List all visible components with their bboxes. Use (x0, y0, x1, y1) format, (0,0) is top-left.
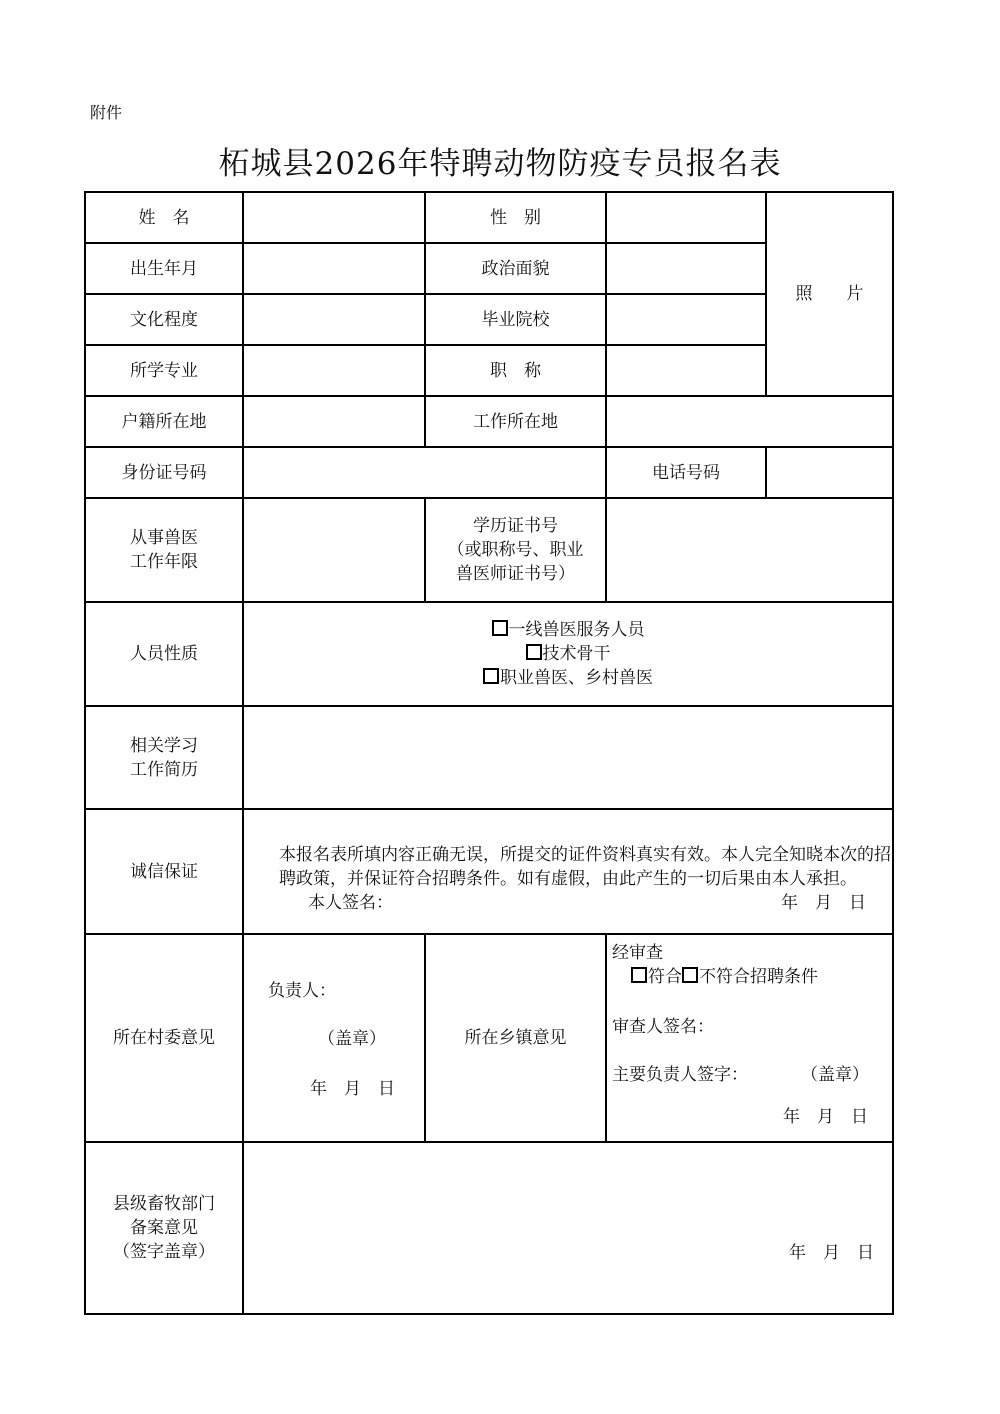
input-political[interactable] (606, 243, 766, 294)
label-county-line3: （签字盖章） (113, 1242, 215, 1262)
input-education[interactable] (243, 294, 425, 345)
label-integrity: 诚信保证 (85, 809, 243, 934)
principal-signature: 主要负责人签字： (612, 1065, 748, 1085)
label-history (85, 706, 243, 809)
village-seal: （盖章） (318, 1029, 386, 1049)
label-county (85, 1142, 243, 1314)
personnel-options (243, 602, 893, 706)
input-phone[interactable] (766, 447, 893, 498)
registration-form (84, 191, 894, 1315)
label-vet-years (85, 498, 243, 602)
reviewer-signature: 审查人签名： (612, 1017, 714, 1037)
input-birth[interactable] (243, 243, 425, 294)
label-phone: 电话号码 (606, 447, 766, 498)
checkbox-frontline[interactable] (492, 620, 508, 636)
review-seal: （盖章） (801, 1065, 869, 1085)
township-review[interactable] (606, 934, 893, 1142)
attachment-label: 附件 (90, 103, 123, 122)
pledge-signature-label: 本人签名： (308, 892, 393, 913)
label-birth: 出生年月 (85, 243, 243, 294)
county-date: 年 月 日 (789, 1243, 874, 1263)
label-major: 所学专业 (85, 345, 243, 396)
pledge-date: 年 月 日 (781, 892, 866, 913)
village-opinion[interactable] (243, 934, 425, 1142)
label-county-line1: 县级畜牧部门 (113, 1194, 215, 1214)
input-id-number[interactable] (243, 447, 606, 498)
review-qualified-label: 符合 (648, 967, 682, 987)
photo-cell[interactable] (766, 192, 893, 396)
input-history[interactable] (243, 706, 893, 809)
county-opinion[interactable] (243, 1142, 893, 1314)
input-certificate[interactable] (606, 498, 893, 602)
review-unqualified-label: 不符合招聘条件 (699, 967, 818, 987)
option-technical[interactable] (244, 642, 892, 666)
input-major[interactable] (243, 345, 425, 396)
input-title[interactable] (606, 345, 766, 396)
label-workplace: 工作所在地 (425, 396, 606, 447)
label-county-line2: 备案意见 (130, 1218, 198, 1238)
input-gender[interactable] (606, 192, 766, 243)
label-photo: 照 片 (795, 284, 864, 304)
label-vet-years-line1: 从事兽医 (130, 528, 198, 548)
option-vet[interactable] (244, 666, 892, 690)
input-school[interactable] (606, 294, 766, 345)
label-political: 政治面貌 (425, 243, 606, 294)
input-workplace[interactable] (606, 396, 893, 447)
label-village: 所在村委意见 (85, 934, 243, 1142)
label-name: 姓 名 (85, 192, 243, 243)
label-household: 户籍所在地 (85, 396, 243, 447)
review-date: 年 月 日 (783, 1107, 868, 1127)
input-vet-years[interactable] (243, 498, 425, 602)
label-gender: 性 别 (425, 192, 606, 243)
pledge-text: 本报名表所填内容正确无误，所提交的证件资料真实有效。本人完全知晓本次的招聘政策，并保证符合招聘条件。如有虚假，由此产生的一切后果由本人承担。 (279, 844, 891, 889)
label-personnel-type: 人员性质 (85, 602, 243, 706)
label-school: 毕业院校 (425, 294, 606, 345)
review-options (631, 965, 818, 989)
checkbox-qualified[interactable] (631, 967, 647, 983)
checkbox-vet[interactable] (483, 668, 499, 684)
label-title: 职 称 (425, 345, 606, 396)
label-township: 所在乡镇意见 (425, 934, 606, 1142)
option-technical-label: 技术骨干 (542, 644, 611, 664)
integrity-pledge (243, 809, 893, 934)
checkbox-technical[interactable] (526, 644, 542, 660)
label-education: 文化程度 (85, 294, 243, 345)
label-history-line2: 工作简历 (130, 759, 198, 780)
form-title: 柘城县2026年特聘动物防疫专员报名表 (218, 146, 782, 182)
label-history-line1: 相关学习 (130, 735, 198, 756)
checkbox-unqualified[interactable] (682, 967, 698, 983)
label-certificate-line1: 学历证书号 (473, 516, 558, 536)
village-responsible: 负责人： (268, 981, 336, 1001)
input-name[interactable] (243, 192, 425, 243)
label-id-number: 身份证号码 (85, 447, 243, 498)
label-certificate-line3: 兽医师证书号） (456, 564, 575, 584)
review-heading: 经审查 (612, 943, 663, 963)
label-certificate-line2: （或职称号、职业 (447, 540, 584, 560)
label-certificate (425, 498, 606, 602)
option-vet-label: 职业兽医、乡村兽医 (500, 668, 653, 688)
label-vet-years-line2: 工作年限 (130, 552, 198, 572)
option-frontline-label: 一线兽医服务人员 (508, 620, 645, 640)
village-date: 年 月 日 (310, 1079, 395, 1099)
input-household[interactable] (243, 396, 425, 447)
option-frontline[interactable] (244, 618, 892, 642)
